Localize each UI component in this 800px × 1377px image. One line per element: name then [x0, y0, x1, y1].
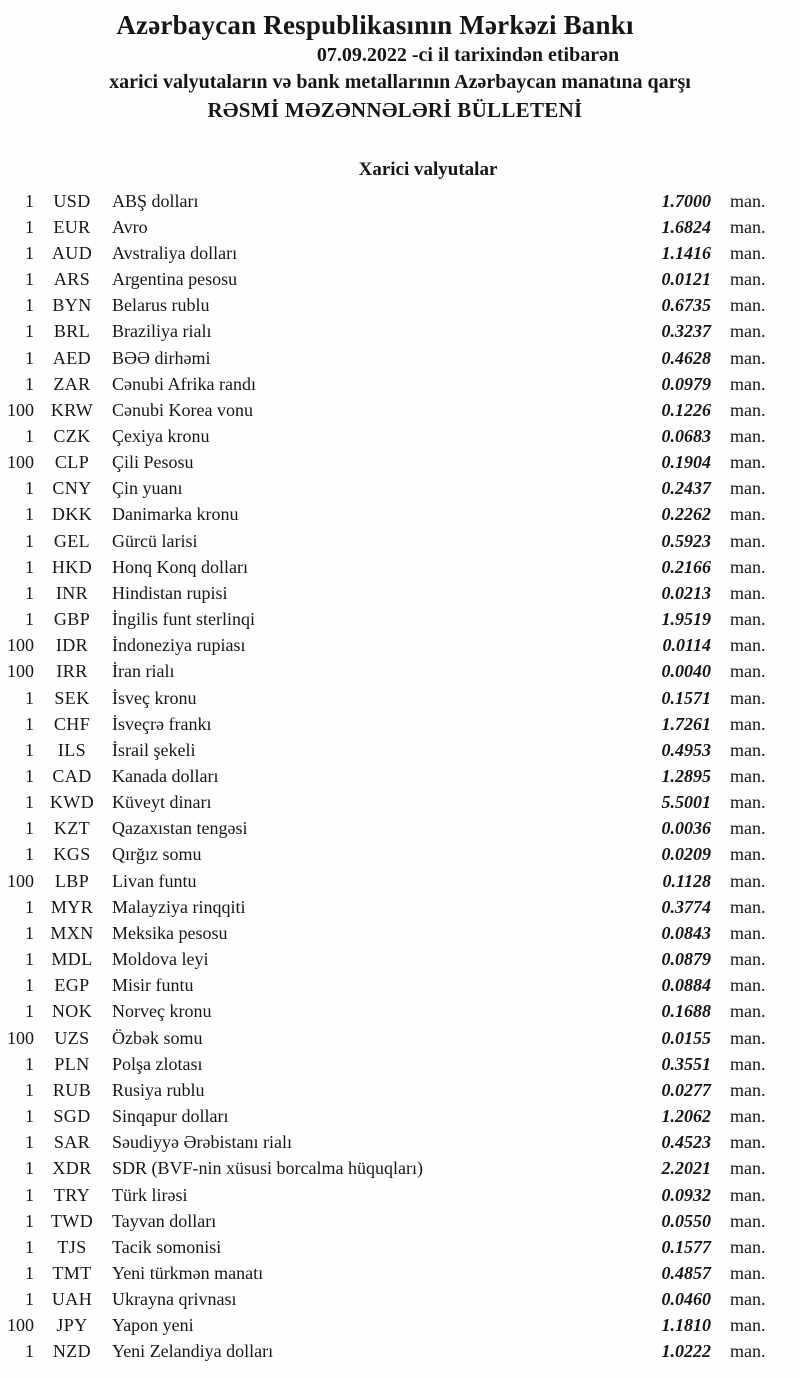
rate-value: 0.0155: [661, 1027, 711, 1048]
currency-row: [0, 188, 800, 214]
quantity-value: 1: [25, 530, 34, 551]
currency-row: [0, 1287, 800, 1313]
currency-name: Cənubi Afrika randı: [112, 373, 256, 394]
quantity-value: 1: [25, 975, 34, 996]
quantity-value: 100: [7, 870, 34, 891]
unit-label: man.: [730, 1106, 766, 1127]
quantity-value: 1: [25, 713, 34, 734]
quantity-value: 1: [25, 347, 34, 368]
quantity-value: 1: [25, 739, 34, 760]
currency-code: JPY: [56, 1315, 88, 1336]
unit-label: man.: [730, 922, 766, 943]
currency-row: [0, 476, 800, 502]
currency-code: TMT: [52, 1262, 92, 1283]
unit-label: man.: [730, 896, 766, 917]
unit-label: man.: [730, 582, 766, 603]
effective-date-line: 07.09.2022 -ci il tarixindən etibarən: [316, 44, 620, 66]
quantity-value: 1: [25, 425, 34, 446]
currency-code: TJS: [57, 1236, 87, 1257]
rate-value: 1.1416: [661, 242, 711, 263]
currency-row: [0, 659, 800, 685]
currency-code: SAR: [53, 1132, 91, 1153]
currency-name: İngilis funt sterlinqi: [112, 609, 255, 630]
rate-value: 0.4857: [661, 1262, 711, 1283]
currency-name: Gürcü larisi: [112, 530, 198, 551]
unit-label: man.: [730, 1027, 766, 1048]
currency-code: TRY: [53, 1184, 91, 1205]
rate-value: 0.1904: [661, 452, 711, 473]
currency-code: AED: [52, 347, 92, 368]
quantity-value: 100: [7, 399, 34, 420]
rate-value: 0.0884: [661, 975, 711, 996]
quantity-value: 1: [25, 792, 34, 813]
currency-name: Kanada dolları: [112, 766, 219, 787]
unit-label: man.: [730, 530, 766, 551]
bank-title: Azərbaycan Respublikasının Mərkəzi Bankı: [116, 10, 634, 40]
currency-code: BRL: [53, 321, 91, 342]
rate-value: 0.4628: [661, 347, 711, 368]
rate-value: 0.0114: [662, 635, 711, 656]
currency-code: HKD: [51, 556, 93, 577]
currency-code: UZS: [54, 1027, 90, 1048]
currency-row: [0, 1208, 800, 1234]
quantity-value: 1: [25, 687, 34, 708]
quantity-value: 1: [25, 269, 34, 290]
unit-label: man.: [730, 373, 766, 394]
unit-label: man.: [730, 452, 766, 473]
rate-value: 1.2062: [661, 1106, 711, 1127]
currency-name: Qazaxıstan tengəsi: [112, 818, 248, 839]
rate-value: 0.0213: [661, 582, 711, 603]
unit-label: man.: [730, 1053, 766, 1074]
currency-name: Çili Pesosu: [112, 452, 194, 473]
currency-name: Çin yuanı: [112, 478, 183, 499]
unit-label: man.: [730, 1184, 766, 1205]
currency-name: Özbək somu: [112, 1027, 203, 1048]
quantity-value: 1: [25, 922, 34, 943]
currency-code: NOK: [51, 1001, 93, 1022]
currency-row: [0, 1339, 800, 1365]
currency-row: [0, 214, 800, 240]
unit-label: man.: [730, 504, 766, 525]
currency-code: XDR: [52, 1158, 92, 1179]
currency-row: [0, 790, 800, 816]
currency-name: Moldova leyi: [112, 949, 209, 970]
rate-value: 1.1810: [661, 1315, 711, 1336]
currency-row: [0, 1313, 800, 1339]
currency-row: [0, 554, 800, 580]
rate-value: 1.2895: [661, 766, 711, 787]
currency-code: EUR: [53, 216, 91, 237]
rate-value: 0.0979: [661, 373, 711, 394]
rate-value: 0.4953: [661, 739, 711, 760]
currency-name: Hindistan rupisi: [112, 582, 228, 603]
rate-value: 0.0550: [661, 1210, 711, 1231]
quantity-value: 1: [25, 1236, 34, 1257]
currency-code: GBP: [53, 609, 91, 630]
quantity-value: 1: [25, 242, 34, 263]
currency-row: [0, 711, 800, 737]
currency-code: MDL: [51, 949, 93, 970]
currency-row: [0, 763, 800, 789]
unit-label: man.: [730, 1341, 766, 1362]
currency-row: [0, 580, 800, 606]
unit-label: man.: [730, 1289, 766, 1310]
quantity-value: 1: [25, 190, 34, 211]
rate-value: 0.0040: [661, 661, 711, 682]
currency-name: Yeni Zelandiya dolları: [112, 1341, 274, 1362]
currency-code: INR: [55, 582, 89, 603]
rate-value: 0.1571: [661, 687, 711, 708]
exchange-rates-table: [0, 188, 800, 1365]
unit-label: man.: [730, 792, 766, 813]
quantity-value: 1: [25, 295, 34, 316]
currency-row: [0, 607, 800, 633]
currency-code: MXN: [50, 922, 94, 943]
currency-name: Meksika pesosu: [112, 922, 228, 943]
currency-name: İndoneziya rupiası: [112, 635, 246, 656]
currency-code: MYR: [50, 896, 94, 917]
currency-name: Malayziya rinqqiti: [112, 896, 246, 917]
rate-value: 0.0121: [661, 269, 711, 290]
unit-label: man.: [730, 1158, 766, 1179]
quantity-value: 1: [25, 766, 34, 787]
quantity-value: 1: [25, 818, 34, 839]
rate-value: 1.7000: [661, 190, 711, 211]
currency-row: [0, 1103, 800, 1129]
quantity-value: 1: [25, 896, 34, 917]
rate-value: 5.5001: [661, 792, 711, 813]
unit-label: man.: [730, 1236, 766, 1257]
quantity-value: 1: [25, 609, 34, 630]
currency-code: GEL: [53, 530, 91, 551]
unit-label: man.: [730, 739, 766, 760]
currency-code: CAD: [52, 766, 92, 787]
currency-code: KGS: [53, 844, 91, 865]
currency-name: ABŞ dolları: [112, 190, 199, 211]
currency-row: [0, 842, 800, 868]
currency-name: Qırğız somu: [112, 844, 202, 865]
unit-label: man.: [730, 190, 766, 211]
currency-row: [0, 894, 800, 920]
currency-code: CZK: [53, 425, 91, 446]
currency-row: [0, 868, 800, 894]
rate-value: 0.0843: [661, 922, 711, 943]
currency-code: CNY: [52, 478, 92, 499]
currency-name: Livan funtu: [112, 870, 197, 891]
currency-name: Tayvan dolları: [112, 1210, 217, 1231]
quantity-value: 1: [25, 1106, 34, 1127]
currency-row: [0, 920, 800, 946]
currency-name: Küveyt dinarı: [112, 792, 212, 813]
quantity-value: 1: [25, 1184, 34, 1205]
currency-name: Avstraliya dolları: [112, 242, 238, 263]
currency-code: NZD: [52, 1341, 92, 1362]
currency-code: IDR: [55, 635, 89, 656]
rate-value: 0.0460: [661, 1289, 711, 1310]
unit-label: man.: [730, 242, 766, 263]
rate-value: 1.0222: [661, 1341, 711, 1362]
currency-name: İsrail şekeli: [112, 739, 196, 760]
rate-value: 0.0879: [661, 949, 711, 970]
unit-label: man.: [730, 975, 766, 996]
currency-code: PLN: [54, 1053, 90, 1074]
unit-label: man.: [730, 269, 766, 290]
currency-row: [0, 816, 800, 842]
currency-name: Avro: [112, 216, 148, 237]
rate-value: 0.3774: [661, 896, 711, 917]
currency-code: RUB: [52, 1079, 92, 1100]
quantity-value: 100: [7, 661, 34, 682]
quantity-value: 100: [7, 452, 34, 473]
currency-name: Argentina pesosu: [112, 269, 238, 290]
bulletin-header: [0, 0, 800, 124]
unit-label: man.: [730, 1001, 766, 1022]
bulletin-title: RƏSMİ MƏZƏNNƏLƏRİ BÜLLETENİ: [207, 98, 583, 122]
unit-label: man.: [730, 295, 766, 316]
currency-row: [0, 1182, 800, 1208]
currency-code: LBP: [54, 870, 90, 891]
unit-label: man.: [730, 425, 766, 446]
currency-name: Cənubi Korea vonu: [112, 399, 253, 420]
quantity-value: 1: [25, 216, 34, 237]
currency-code: BYN: [52, 295, 92, 316]
quantity-value: 100: [7, 1027, 34, 1048]
quantity-value: 1: [25, 844, 34, 865]
rate-value: 0.4523: [661, 1132, 711, 1153]
rate-value: 0.1577: [661, 1236, 711, 1257]
rate-value: 0.2262: [661, 504, 711, 525]
rate-value: 1.7261: [661, 713, 711, 734]
currency-row: [0, 345, 800, 371]
rate-value: 0.0209: [661, 844, 711, 865]
currency-row: [0, 371, 800, 397]
quantity-value: 1: [25, 1053, 34, 1074]
currency-name: Türk lirəsi: [112, 1184, 188, 1205]
rate-value: 0.0932: [661, 1184, 711, 1205]
unit-label: man.: [730, 844, 766, 865]
unit-label: man.: [730, 870, 766, 891]
unit-label: man.: [730, 556, 766, 577]
currency-code: ARS: [53, 269, 91, 290]
currency-name: BƏƏ dirhəmi: [112, 347, 211, 368]
currency-name: Honq Konq dolları: [112, 556, 248, 577]
quantity-value: 1: [25, 478, 34, 499]
currency-row: [0, 1025, 800, 1051]
currency-row: [0, 1130, 800, 1156]
currency-code: CLP: [54, 452, 90, 473]
currency-code: IRR: [56, 661, 88, 682]
currency-code: DKK: [51, 504, 93, 525]
currency-row: [0, 1051, 800, 1077]
unit-label: man.: [730, 321, 766, 342]
rate-value: 0.0277: [661, 1079, 711, 1100]
currency-code: ILS: [57, 739, 87, 760]
quantity-value: 1: [25, 373, 34, 394]
currency-row: [0, 1260, 800, 1286]
rate-value: 0.0036: [661, 818, 711, 839]
unit-label: man.: [730, 687, 766, 708]
quantity-value: 1: [25, 321, 34, 342]
currency-code: EGP: [54, 975, 90, 996]
unit-label: man.: [730, 1132, 766, 1153]
currency-code: TWD: [50, 1210, 94, 1231]
currency-name: Rusiya rublu: [112, 1079, 205, 1100]
currency-row: [0, 450, 800, 476]
currency-row: [0, 973, 800, 999]
unit-label: man.: [730, 1262, 766, 1283]
quantity-value: 1: [25, 1079, 34, 1100]
unit-label: man.: [730, 609, 766, 630]
currency-name: Misir funtu: [112, 975, 194, 996]
currency-name: Danimarka kronu: [112, 504, 239, 525]
section-title-foreign-currencies: Xarici valyutalar: [358, 159, 498, 180]
quantity-value: 1: [25, 1289, 34, 1310]
unit-label: man.: [730, 1079, 766, 1100]
currency-code: SGD: [53, 1106, 91, 1127]
currency-row: [0, 633, 800, 659]
currency-row: [0, 1234, 800, 1260]
currency-name: Çexiya kronu: [112, 425, 210, 446]
currency-code: AUD: [51, 242, 93, 263]
currency-name: Polşa zlotası: [112, 1053, 203, 1074]
quantity-value: 1: [25, 949, 34, 970]
currency-name: Yeni türkmən manatı: [112, 1262, 264, 1283]
currency-row: [0, 1156, 800, 1182]
currency-name: Yapon yeni: [112, 1315, 194, 1336]
unit-label: man.: [730, 949, 766, 970]
rate-value: 0.1688: [661, 1001, 711, 1022]
currency-name: Norveç kronu: [112, 1001, 212, 1022]
currency-code: KWD: [49, 792, 95, 813]
currency-row: [0, 1077, 800, 1103]
rate-value: 0.1226: [661, 399, 711, 420]
currency-name: İsveç kronu: [112, 687, 197, 708]
rate-value: 0.1128: [662, 870, 711, 891]
rate-value: 0.2166: [661, 556, 711, 577]
quantity-value: 1: [25, 1158, 34, 1179]
subtitle-line: xarici valyutaların və bank metallarının Azərbaycan manatına qarşı: [109, 71, 691, 93]
unit-label: man.: [730, 713, 766, 734]
unit-label: man.: [730, 216, 766, 237]
currency-name: İran rialı: [112, 661, 175, 682]
currency-code: KRW: [50, 399, 94, 420]
currency-code: UAH: [51, 1289, 93, 1310]
currency-row: [0, 397, 800, 423]
currency-row: [0, 685, 800, 711]
quantity-value: 100: [7, 635, 34, 656]
rate-value: 0.0683: [661, 425, 711, 446]
quantity-value: 1: [25, 504, 34, 525]
currency-name: Belarus rublu: [112, 295, 210, 316]
currency-name: Ukrayna qrivnası: [112, 1289, 237, 1310]
currency-name: Səudiyyə Ərəbistanı rialı: [112, 1132, 292, 1153]
currency-name: Tacik somonisi: [112, 1236, 222, 1257]
unit-label: man.: [730, 1210, 766, 1231]
currency-row: [0, 266, 800, 292]
rate-value: 0.6735: [661, 295, 711, 316]
quantity-value: 1: [25, 1132, 34, 1153]
unit-label: man.: [730, 766, 766, 787]
currency-row: [0, 240, 800, 266]
currency-row: [0, 293, 800, 319]
unit-label: man.: [730, 635, 766, 656]
quantity-value: 1: [25, 1262, 34, 1283]
currency-code: KZT: [53, 818, 91, 839]
currency-name: SDR (BVF-nin xüsusi borcalma hüquqları): [112, 1158, 423, 1179]
unit-label: man.: [730, 661, 766, 682]
currency-name: Braziliya rialı: [112, 321, 212, 342]
rate-value: 2.2021: [661, 1158, 711, 1179]
quantity-value: 1: [25, 1341, 34, 1362]
unit-label: man.: [730, 1315, 766, 1336]
currency-code: USD: [53, 190, 91, 211]
currency-row: [0, 423, 800, 449]
quantity-value: 1: [25, 1001, 34, 1022]
quantity-value: 100: [7, 1315, 34, 1336]
quantity-value: 1: [25, 556, 34, 577]
unit-label: man.: [730, 399, 766, 420]
currency-code: ZAR: [53, 373, 91, 394]
currency-code: SEK: [54, 687, 90, 708]
unit-label: man.: [730, 347, 766, 368]
rate-value: 1.9519: [661, 609, 711, 630]
unit-label: man.: [730, 818, 766, 839]
currency-row: [0, 737, 800, 763]
quantity-value: 1: [25, 582, 34, 603]
currency-row: [0, 947, 800, 973]
currency-row: [0, 528, 800, 554]
currency-row: [0, 999, 800, 1025]
quantity-value: 1: [25, 1210, 34, 1231]
rate-value: 0.5923: [661, 530, 711, 551]
rate-value: 0.3237: [661, 321, 711, 342]
currency-name: İsveçrə frankı: [112, 713, 212, 734]
currency-row: [0, 319, 800, 345]
currency-row: [0, 502, 800, 528]
unit-label: man.: [730, 478, 766, 499]
rate-value: 1.6824: [661, 216, 711, 237]
rate-value: 0.3551: [661, 1053, 711, 1074]
rate-value: 0.2437: [661, 478, 711, 499]
currency-code: CHF: [53, 713, 91, 734]
currency-name: Sinqapur dolları: [112, 1106, 229, 1127]
